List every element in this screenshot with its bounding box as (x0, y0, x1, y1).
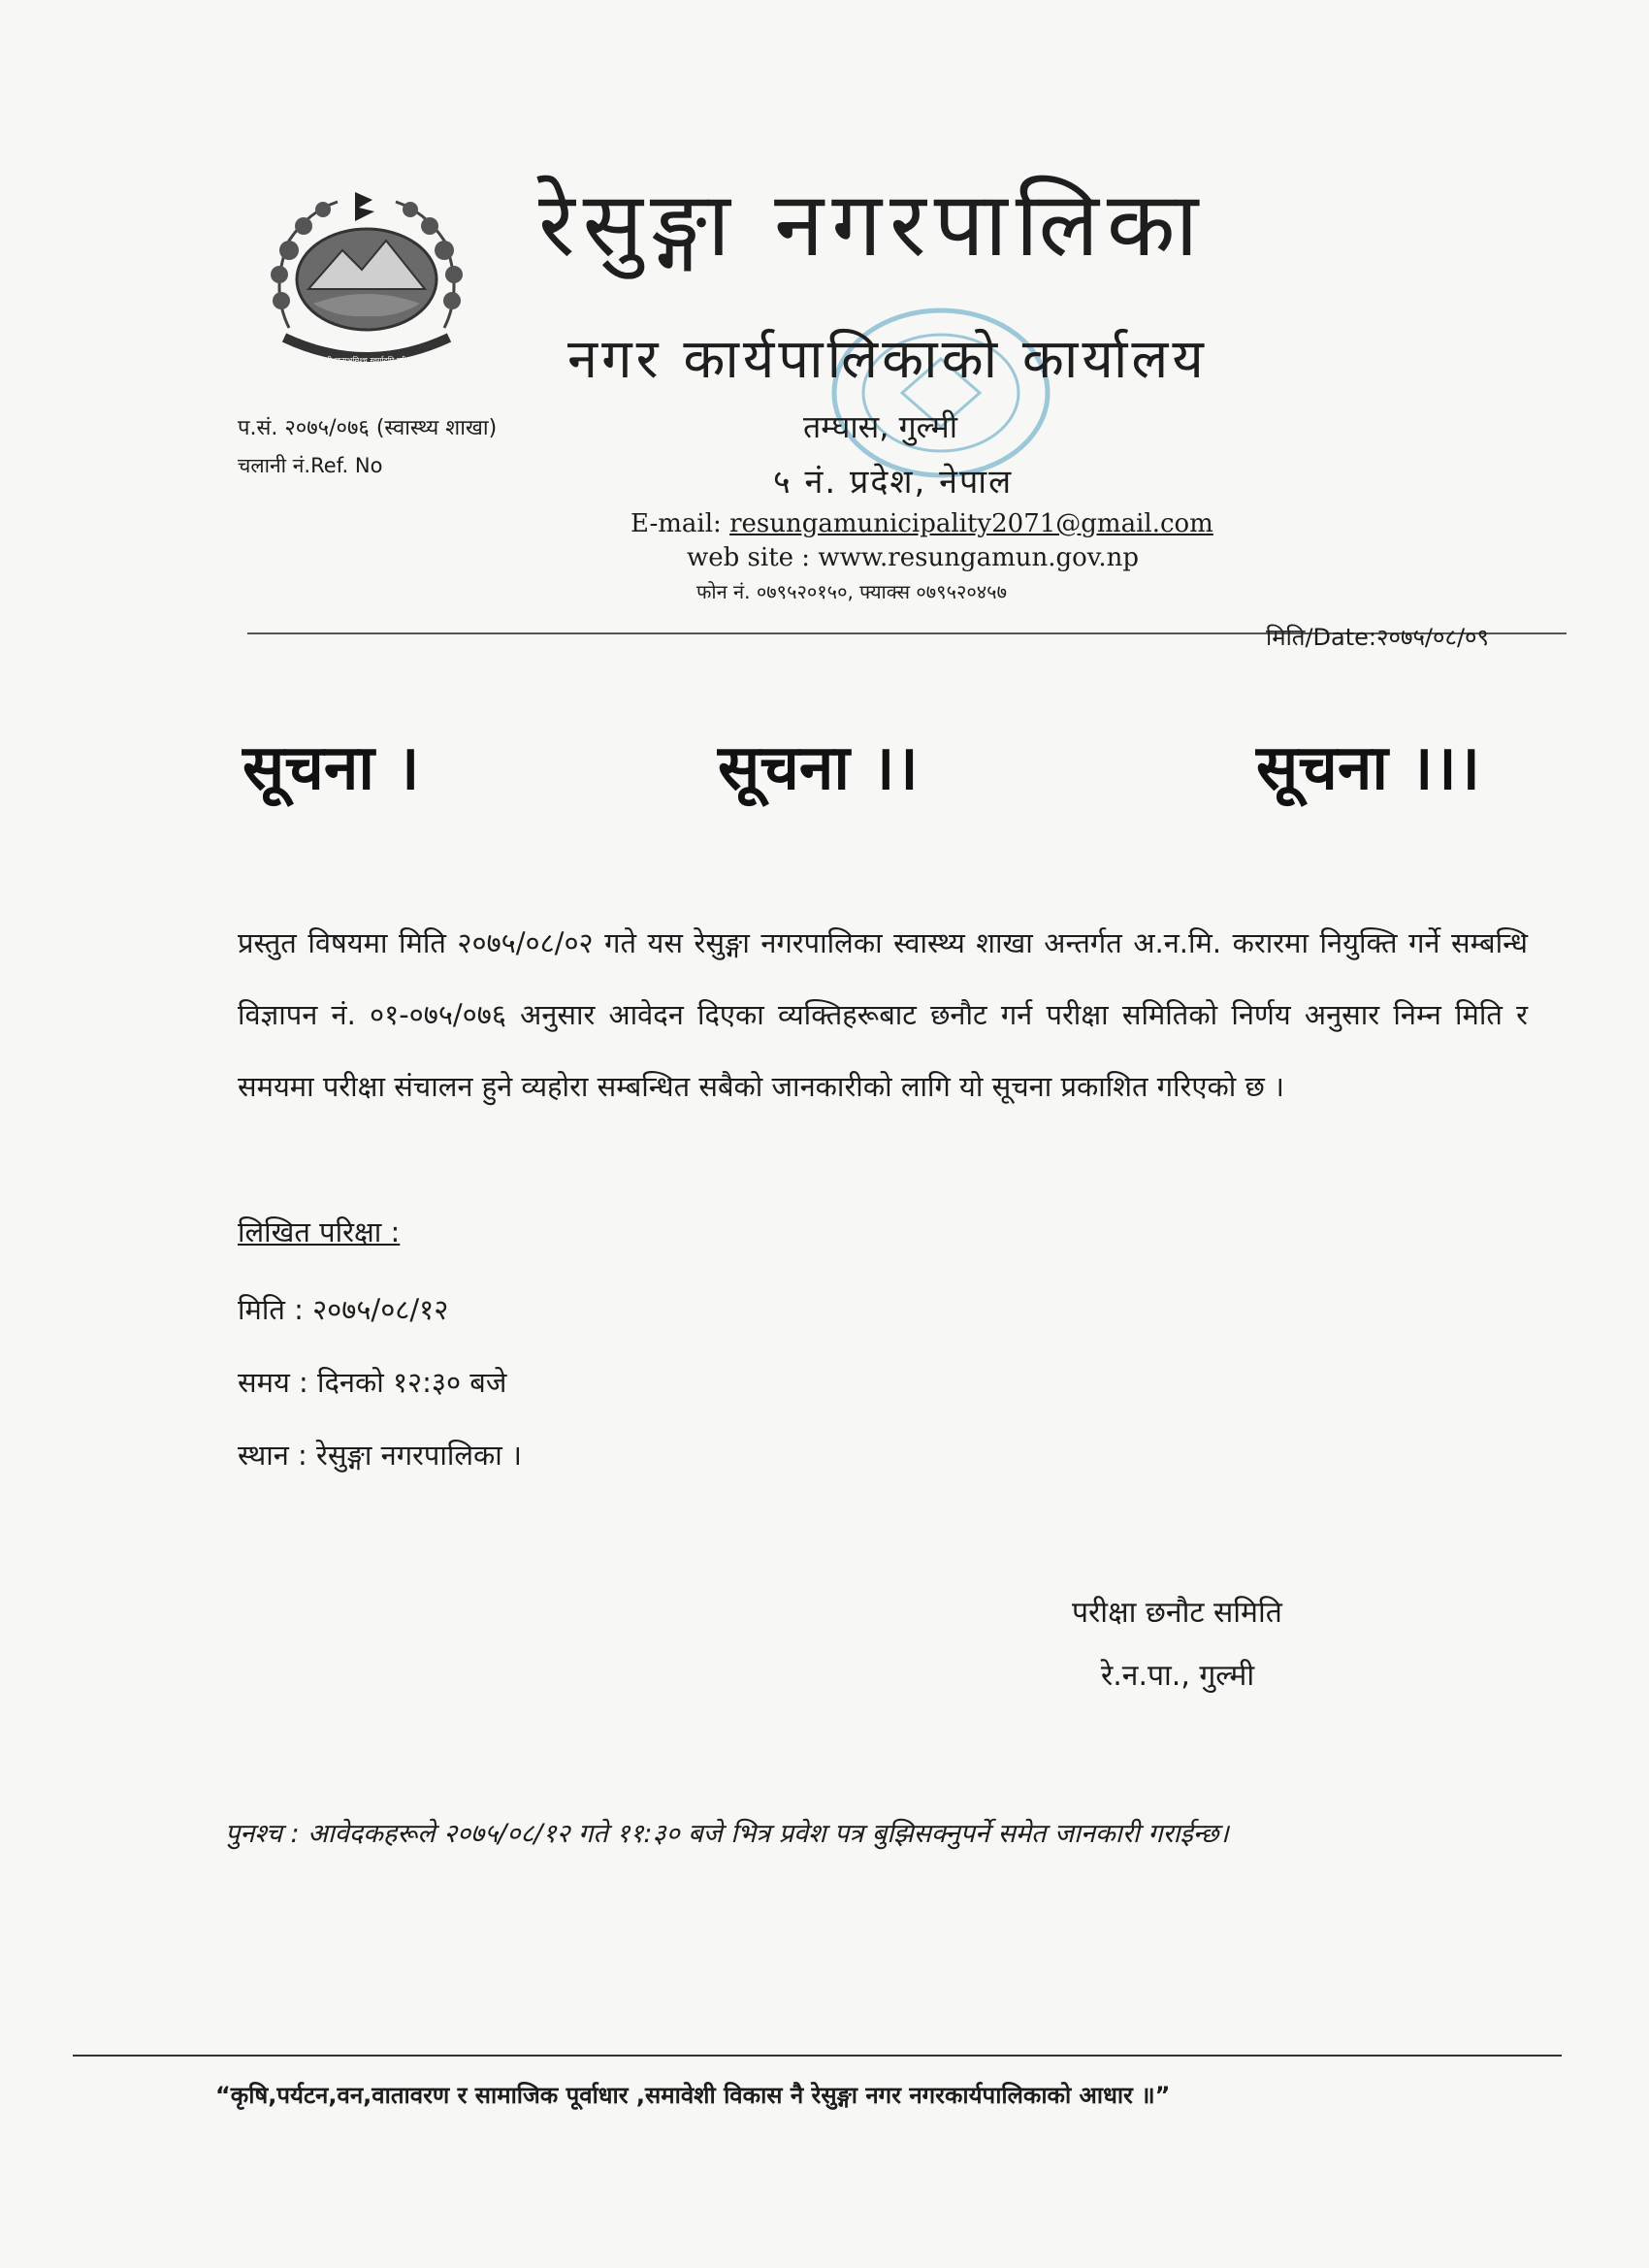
written-exam-heading: लिखित परिक्षा : (238, 1215, 401, 1248)
signatory-committee: परीक्षा छनौट समिति (1072, 1596, 1282, 1630)
notice-heading-1: सूचना । (242, 732, 420, 804)
address-line-2: ५ नं. प्रदेश, नेपाल (773, 463, 1014, 502)
reference-number: प.सं. २०७५/०७६ (स्वास्थ्य शाखा) (238, 416, 498, 440)
email-line (630, 509, 1213, 538)
dispatch-number-label: चलानी नं.Ref. No (238, 454, 383, 477)
notice-body: प्रस्तुत विषयमा मिति २०७५/०८/०२ गते यस रेसुङ्गा नगरपालिका स्वास्थ्य शाखा अन्तर्गत अ.न.मि. करारमा नियुक्ति गर्ने सम्बन्धि विज्ञापन नं. ०१-०७५/०७६ अनुसार आवेदन दिएका व्यक्तिहरूबाट छनौट गर्न परीक्षा समितिको निर्णय अनुसार निम्न मिति र समयमा परीक्षा संचालन हुने व्यहोरा सम्बन्धित सबैको जानकारीको लागि यो सूचना प्रकाशित गरिएको छ । (238, 926, 1528, 1103)
exam-place: स्थान : रेसुङ्गा नगरपालिका । (238, 1439, 523, 1472)
footer-divider (73, 2055, 1562, 2057)
signatory-office: रे.न.पा., गुल्मी (1101, 1659, 1255, 1693)
footer-motto: “कृषि,पर्यटन,वन,वातावरण र सामाजिक पूर्वाधार ,समावेशी विकास नै रेसुङ्गा नगर नगरकार्यपालिकाको आधार ॥” (215, 2082, 1171, 2109)
email-link[interactable]: resungamunicipality2071@gmail.com (729, 509, 1213, 538)
office-subtitle: नगर कार्यपालिकाको कार्यालय (567, 328, 1208, 391)
exam-date: मिति : २०७५/०८/१२ (238, 1293, 449, 1326)
website-link[interactable]: www.resungamun.gov.np (818, 543, 1140, 572)
exam-time: समय : दिनको १२:३० बजे (238, 1366, 507, 1399)
municipality-title: रेसुङ्गा नगरपालिका (538, 173, 1207, 276)
website-line (687, 543, 1139, 572)
website-label: web site : (687, 543, 811, 572)
address-line-1: तम्घास, गुल्मी (803, 408, 958, 445)
emblem-motto-text: जननी जन्मभूमिश्च स्वर्गादपि गरीयसी (315, 356, 418, 365)
notice-heading-3: सूचना ।।। (1256, 732, 1481, 804)
postscript: पुनश्च : आवेदकहरूले २०७५/०८/१२ गते ११:३० बजे भित्र प्रवेश पत्र बुझिसक्नुपर्ने समेत जानकारी गराईन्छ। (225, 1819, 1229, 1849)
document-date: मिति/Date:२०७५/०८/०९ (1266, 624, 1490, 651)
notice-heading-2: सूचना ।। (718, 732, 919, 804)
phone-fax-line: फोन नं. ०७९५२०१५०, फ्याक्स ०७९५२०४५७ (696, 580, 1007, 603)
email-label: E-mail: (630, 509, 722, 538)
nepal-emblem-icon (250, 182, 483, 376)
